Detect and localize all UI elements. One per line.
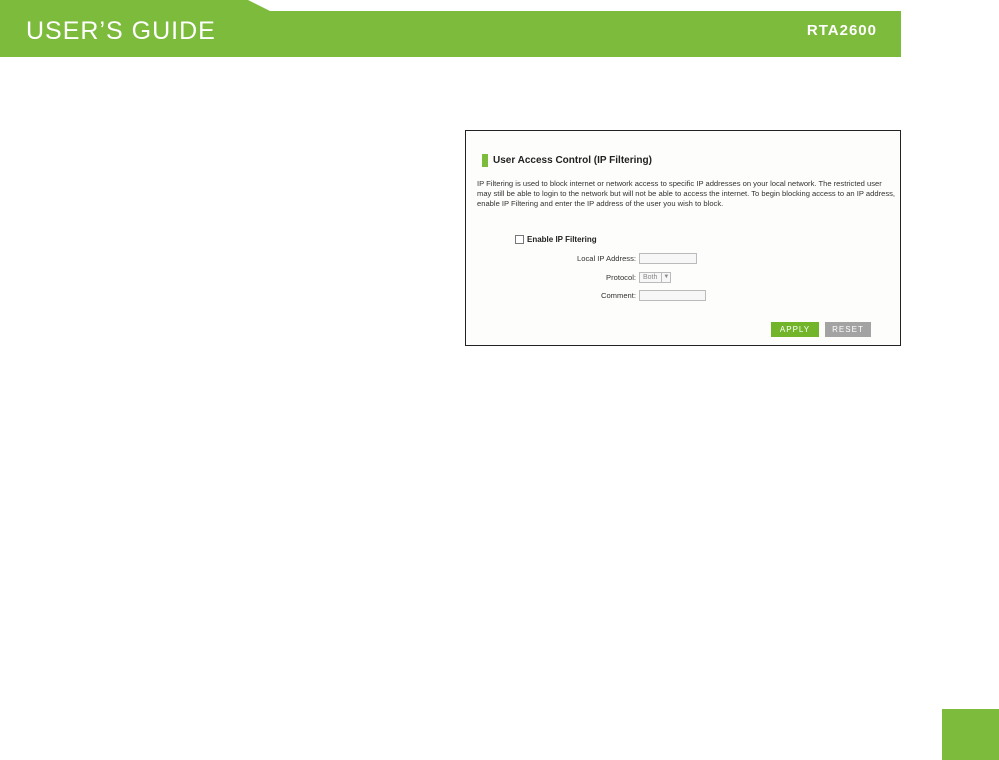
comment-label: Comment: <box>600 291 636 300</box>
enable-ip-filtering-checkbox[interactable] <box>515 235 524 244</box>
apply-button[interactable]: APPLY <box>771 322 819 337</box>
guide-title: USER’S GUIDE <box>26 17 216 45</box>
model-name: RTA2600 <box>806 22 877 39</box>
local-ip-row <box>516 253 697 264</box>
comment-row <box>516 290 706 301</box>
protocol-row <box>516 272 671 283</box>
header-top-strip <box>270 0 901 11</box>
page-corner-block <box>942 709 999 760</box>
panel-title: User Access Control (IP Filtering) <box>493 155 652 166</box>
local-ip-input[interactable] <box>639 253 697 264</box>
reset-button[interactable]: RESET <box>825 322 871 337</box>
protocol-select[interactable] <box>639 272 671 283</box>
header-notch <box>248 0 270 11</box>
section-bar-icon <box>482 154 488 167</box>
local-ip-label: Local IP Address: <box>577 254 636 263</box>
comment-input[interactable] <box>639 290 706 301</box>
chevron-down-icon[interactable]: ▼ <box>661 273 670 282</box>
protocol-selected-value: Both <box>643 274 658 281</box>
panel-heading <box>482 154 652 167</box>
ip-filtering-panel <box>465 130 901 346</box>
enable-ip-filtering-row[interactable] <box>515 235 597 244</box>
panel-description: IP Filtering is used to block internet or network access to specific IP addresses on your local network. The restricted user may still be able to login to the network but will not be able to access the internet. To begin blocking access to an IP address, enable IP Filtering and enter the IP address of the user you wish to block. <box>477 179 896 208</box>
enable-ip-filtering-label: Enable IP Filtering <box>527 235 597 244</box>
header-banner <box>0 0 901 57</box>
protocol-label: Protocol: <box>606 273 636 282</box>
